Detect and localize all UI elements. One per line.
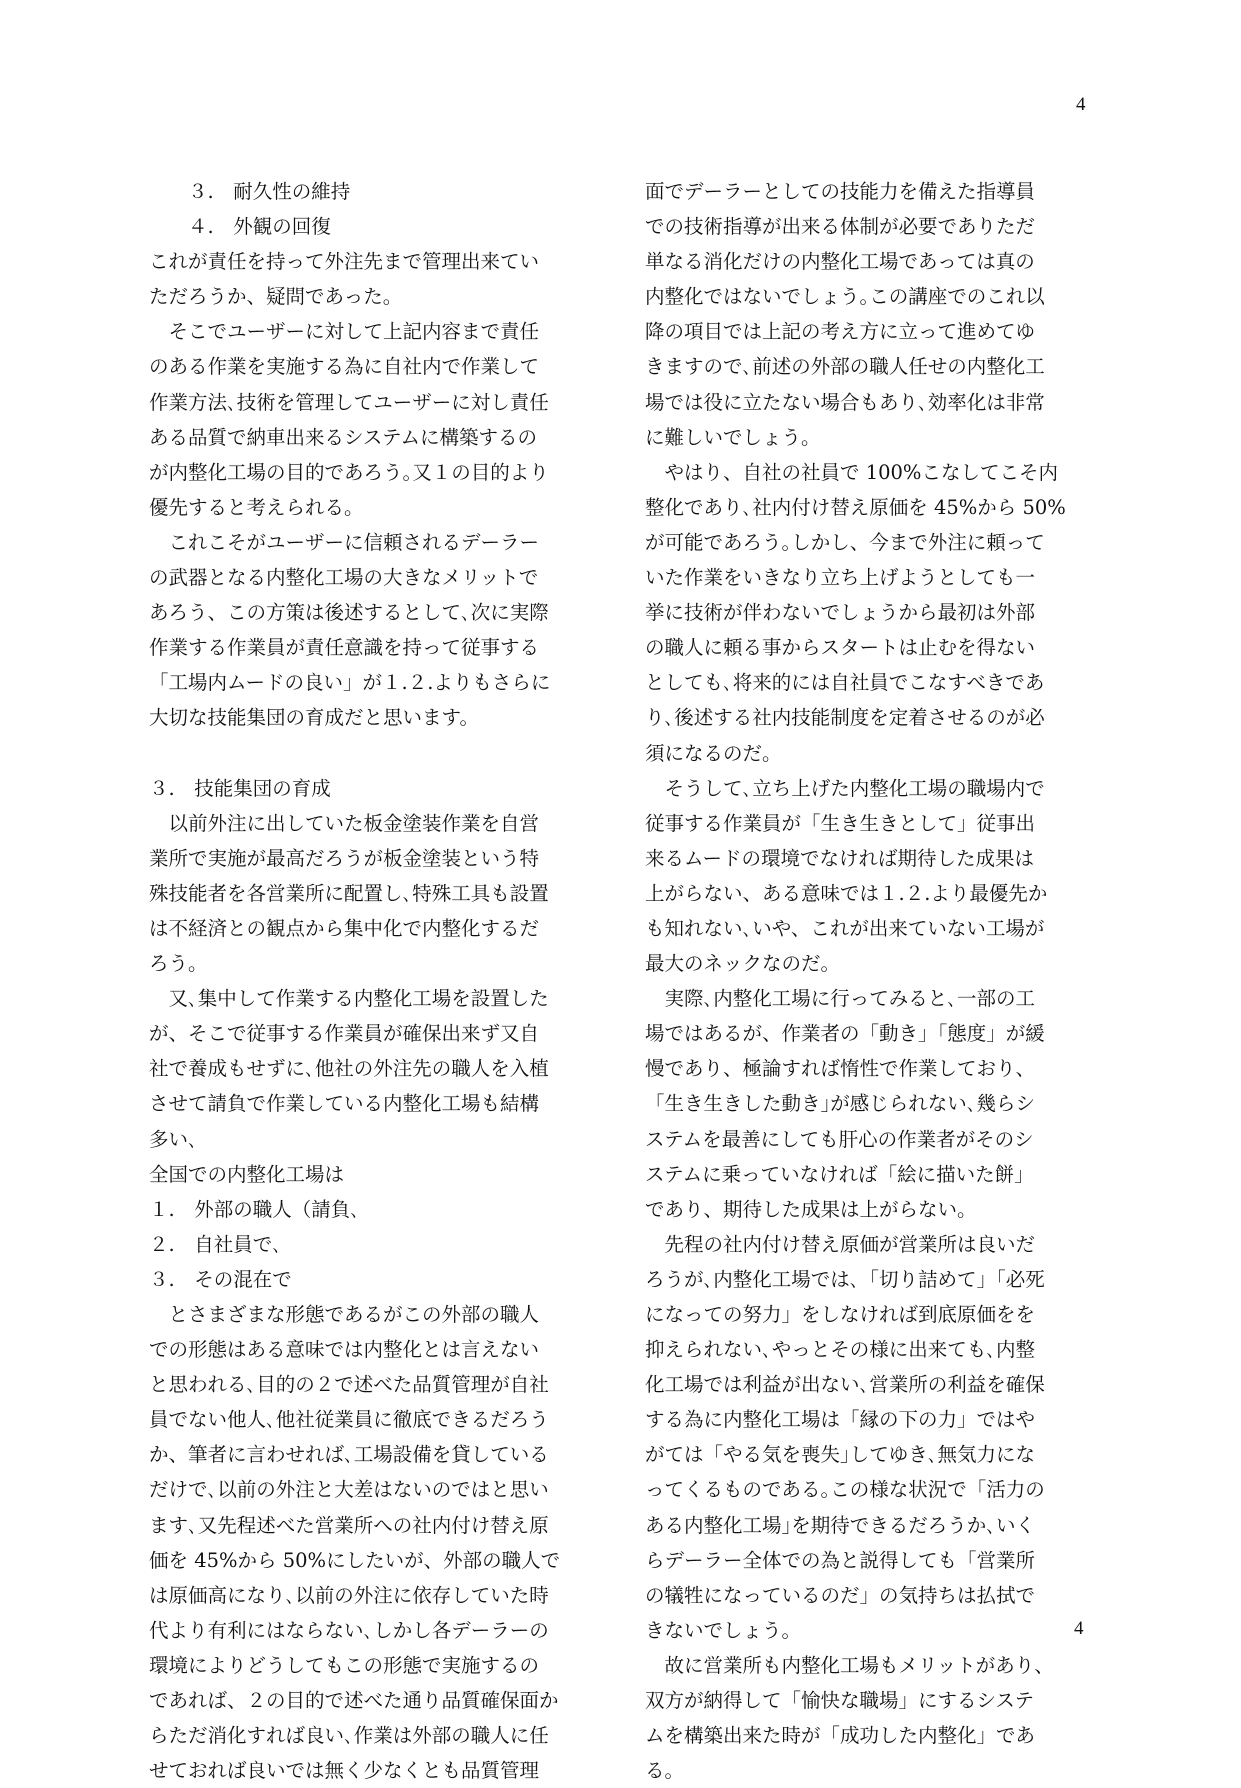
left-column — [149, 174, 601, 1788]
text-line: 多い､ — [149, 1127, 198, 1151]
text-line: 社で養成もせずに､他社の外注先の職人を入植 — [149, 1057, 549, 1081]
text-line: ステムに乗っていなければ「絵に描いた餅」 — [645, 1162, 1034, 1186]
text-line: これが責任を持って外注先まで管理出来てい — [149, 250, 540, 274]
text-line: とさまざまな形態であるがこの外部の職人 — [149, 1303, 540, 1326]
text-line: になっての努力」をしなければ到底原価をを — [645, 1303, 1036, 1326]
text-line: での技術指導が出来る体制が必要でありただ — [645, 215, 1036, 239]
text-line: 業所で実施が最高だろうが板金塗装という特 — [149, 846, 540, 870]
text-line: であれば、２の目的で述べた通り品質確保面か — [149, 1689, 559, 1713]
text-line: きないでしょう。 — [645, 1618, 802, 1642]
text-line: ４. 外観の回復 — [149, 215, 331, 239]
text-line: 価を 45%から 50%にしたいが、外部の職人で — [149, 1548, 561, 1572]
text-line: は原価高になり､以前の外注に依存していた時 — [149, 1583, 549, 1607]
page-number-top: 4 — [1076, 94, 1086, 115]
text-line: が可能であろう｡しかし、今まで外注に頼って — [645, 530, 1045, 554]
text-line: り､後述する社内技能制度を定着させるのが必 — [645, 706, 1045, 730]
text-line: 内整化ではないでしょう｡この講座でのこれ以 — [645, 285, 1045, 309]
page-number-bottom: 4 — [1074, 1618, 1084, 1639]
text-line: ステムを最善にしても肝心の作業者がそのシ — [645, 1127, 1034, 1151]
text-line: 挙に技術が伴わないでしょうから最初は外部 — [645, 601, 1036, 625]
text-line: の武器となる内整化工場の大きなメリットで — [149, 566, 539, 590]
text-line: る。 — [645, 1759, 685, 1783]
text-line: がては「やる気を喪失｣してゆき､無気力にな — [645, 1443, 1036, 1467]
text-line: いた作業をいきなり立ち上げようとしても一 — [645, 566, 1036, 590]
right-column — [645, 174, 1097, 1788]
text-line: 場では役に立たない場合もあり､効率化は非常 — [645, 390, 1045, 414]
text-line: 故に営業所も内整化工場もメリットがあり、 — [645, 1653, 1054, 1677]
text-line: そこでユーザーに対して上記内容まで責任 — [149, 320, 540, 344]
text-line: する為に内整化工場は「縁の下の力」ではや — [645, 1408, 1036, 1432]
text-line: での形態はある意味では内整化とは言えない — [149, 1338, 540, 1362]
text-line: そうして､立ち上げた内整化工場の職場内で — [645, 776, 1045, 800]
text-line: ある品質で納車出来るシステムに構築するの — [149, 425, 538, 449]
text-line: ある内整化工場｣を期待できるだろうか､いく — [645, 1513, 1036, 1537]
text-line: きますので､前述の外部の職人任せの内整化工 — [645, 355, 1045, 379]
text-line: 殊技能者を各営業所に配置し､特殊工具も設置 — [149, 881, 549, 905]
text-line: 優先すると考えられる。 — [149, 495, 364, 519]
text-line: 須になるのだ。 — [645, 741, 782, 765]
text-line: が、そこで従事する作業員が確保出来ず又自 — [149, 1022, 540, 1046]
text-line: やはり、自社の社員で 100%こなしてこそ内 — [645, 460, 1058, 484]
text-line: 大切な技能集団の育成だと思います。 — [149, 706, 479, 730]
text-line: は不経済との観点から集中化で内整化するだ — [149, 916, 540, 940]
text-line — [149, 736, 601, 771]
text-line: であり、期待した成果は上がらない。 — [645, 1197, 977, 1221]
text-line: 最大のネックなのだ。 — [645, 952, 841, 976]
text-line: 単なる消化だけの内整化工場であっては真の — [645, 250, 1035, 274]
text-line: 代より有利にはならない､しかし各デーラーの — [149, 1618, 549, 1642]
text-line: ３. 技能集団の育成 — [149, 776, 331, 800]
text-line: 以前外注に出していた板金塗装作業を自営 — [149, 811, 540, 835]
text-line: が内整化工場の目的であろう｡又１の目的より — [149, 460, 549, 484]
text-line: 場ではあるが、作業者の「動き」「態度」が緩 — [645, 1022, 1045, 1046]
text-line: ３. 耐久性の維持 — [149, 180, 351, 203]
text-line: ムを構築出来た時が「成功した内整化」であ — [645, 1724, 1036, 1748]
text-line: 環境によりどうしてもこの形態で実施するの — [149, 1653, 540, 1677]
text-line: 「生き生きした動き｣が感じられない､幾らシ — [645, 1092, 1036, 1116]
text-line: らただ消化すれば良い､作業は外部の職人に任 — [149, 1724, 549, 1748]
text-line: ます､又先程述べた営業所への社内付け替え原 — [149, 1513, 549, 1537]
text-line: 又､集中して作業する内整化工場を設置した — [149, 987, 549, 1011]
text-line: せておれば良いでは無く少なくとも品質管理 — [149, 1759, 540, 1783]
text-line: 慢であり、極論すれば惰性で作業しており、 — [645, 1057, 1036, 1081]
text-line: 上がらない、ある意味では１.２.より最優先か — [645, 881, 1048, 905]
text-line: 先程の社内付け替え原価が営業所は良いだ — [645, 1232, 1036, 1256]
text-line: ただろうか、疑問であった。 — [149, 285, 403, 309]
text-line: としても､将来的には自社員でこなすべきであ — [645, 671, 1045, 695]
text-line: だけで､以前の外注と大差はないのではと思い — [149, 1478, 549, 1502]
text-line: あろう、この方策は後述するとして､次に実際 — [149, 601, 549, 625]
text-line: 来るムードの環境でなければ期待した成果は — [645, 846, 1035, 870]
text-line: も知れない､いや、これが出来ていない工場が — [645, 916, 1045, 940]
text-line: 作業する作業員が責任意識を持って従事する — [149, 636, 540, 660]
text-line: ろうが､内整化工場では､「切り詰めて」「必死 — [645, 1267, 1045, 1291]
text-line: ３. その混在で — [149, 1267, 292, 1291]
text-line: 抑えられない､やっとその様に出来ても､内整 — [645, 1338, 1036, 1362]
text-line: か、筆者に言わせれば､工場設備を貸している — [149, 1443, 549, 1467]
text-line: の犠牲になっているのだ」の気持ちは払拭で — [645, 1583, 1036, 1607]
text-line: 「工場内ムードの良い」が１.２.よりもさらに — [149, 671, 551, 695]
text-line: ってくるものである｡この様な状況で「活力の — [645, 1478, 1045, 1502]
text-line: の職人に頼る事からスタートは止むを得ない — [645, 636, 1036, 660]
text-line: 員でない他人､他社従業員に徹底できるだろう — [149, 1408, 549, 1432]
text-line: ろう。 — [149, 952, 208, 976]
text-line: 実際､内整化工場に行ってみると､一部の工 — [645, 987, 1036, 1011]
text-line: 降の項目では上記の考え方に立って進めてゆ — [645, 320, 1036, 344]
text-line: １. 外部の職人（請負､ — [149, 1197, 360, 1221]
text-line: 全国での内整化工場は — [149, 1162, 345, 1186]
text-line: 従事する作業員が「生き生きとして」従事出 — [645, 811, 1036, 835]
text-line: 整化であり､社内付け替え原価を 45%から 50% — [645, 495, 1066, 519]
text-line: に難しいでしょう。 — [645, 425, 821, 449]
text-line: と思われる､目的の２で述べた品質管理が自社 — [149, 1373, 549, 1397]
text-line: 双方が納得して「愉快な職場」にするシステ — [645, 1689, 1035, 1713]
text-line: これこそがユーザーに信頼されるデーラー — [149, 530, 540, 554]
text-line: 面でデーラーとしての技能力を備えた指導員 — [645, 180, 1036, 203]
text-line: させて請負で作業している内整化工場も結構 — [149, 1092, 540, 1116]
text-line: ２. 自社員で､ — [149, 1232, 282, 1256]
text-line: らデーラー全体での為と説得しても「営業所 — [645, 1548, 1036, 1572]
text-line: 作業方法､技術を管理してユーザーに対し責任 — [149, 390, 549, 414]
text-line: 化工場では利益が出ない､営業所の利益を確保 — [645, 1373, 1045, 1397]
text-line: のある作業を実施する為に自社内で作業して — [149, 355, 540, 379]
